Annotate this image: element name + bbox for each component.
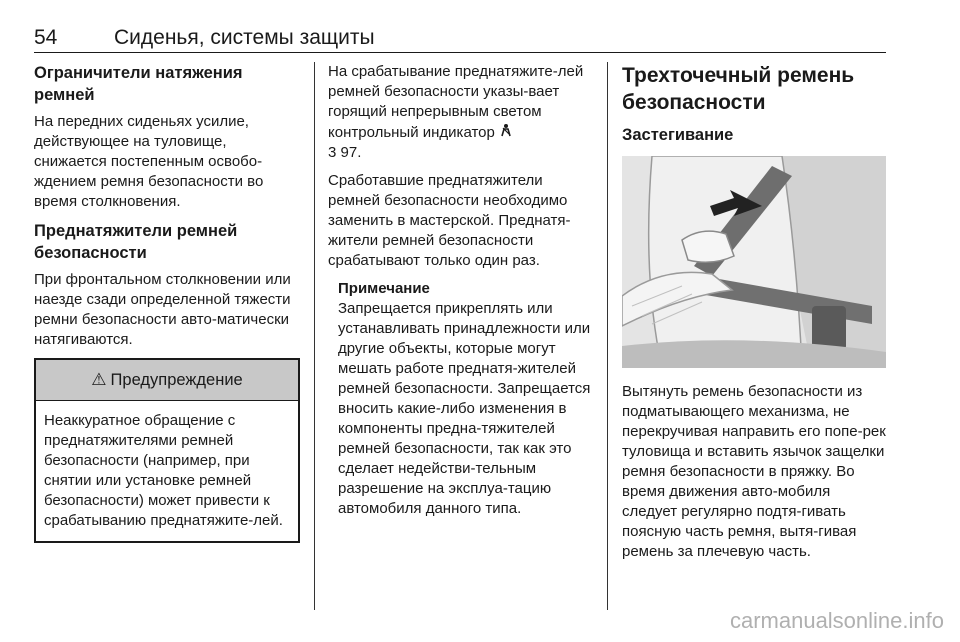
subheading-fastening: Застегивание <box>622 126 734 144</box>
column-divider <box>314 62 315 610</box>
paragraph <box>328 62 594 163</box>
paragraph: На передних сиденьях усилие, действующее на туловище, снижается постепенным освобо-ждением ремня безопасности во время столкновения. <box>34 113 264 210</box>
paragraph: Вытянуть ремень безопасности из подматывающего механизма, не перекручивая направить его попе-рек туловища и вставить язычок защелки ремня безопасности в пряжку. Во время движения авто-мобиля следует регулярно подтя-гивать поясную часть ремня, вытя-гивая ремень за плечевую часть. <box>622 383 886 560</box>
paragraph: При фронтальном столкновении или наезде сзади определенной тяжести ремни безопасности авто-матически натягиваются. <box>34 271 291 348</box>
watermark: carmanualsonline.info <box>729 608 944 633</box>
page-header <box>34 26 886 52</box>
page-reference[interactable]: 3 97. <box>328 144 362 161</box>
paragraph: Сработавшие преднатяжители ремней безопасности необходимо заменить в мастерской. Преднатя-жители ремней безопасности срабатывают только один раз. <box>328 172 571 269</box>
warning-triangle-icon: ⚠ <box>91 370 107 389</box>
column-2 <box>328 62 594 519</box>
note-title: Примечание <box>338 280 430 297</box>
paragraph-text: На срабатывание преднатяжите-лей ремней безопасности указы-вает горящий непрерывным светом контрольный индикатор <box>328 63 584 141</box>
page-number: 54 <box>34 26 58 49</box>
column-1 <box>34 62 300 543</box>
section-heading-force-limiters: Ограничители натяжения ремней <box>34 64 243 104</box>
column-divider <box>607 62 608 610</box>
header-divider <box>34 52 886 53</box>
warning-body <box>36 401 298 541</box>
seatbelt-fastening-illustration <box>622 156 886 368</box>
warning-title: Предупреждение <box>110 370 243 389</box>
warning-header <box>36 360 298 401</box>
note-block <box>328 279 594 519</box>
seatbelt-pretensioner-icon <box>499 124 513 140</box>
note-text: Запрещается прикреплять или устанавливать принадлежности или другие объекты, которые могут мешать работе преднатя-жителей ремней безопасности. Запрещается вносить какие-либо изменения в компоненты предна-тяжителей ремней безопасности, так как это сделает недействи-тельным разрешение на эксплуа-тацию автомобиля данного типа. <box>338 300 591 517</box>
warning-text: Неаккуратное обращение с преднатяжителями ремней безопасности (например, при снятии или установке ремней безопасности) может привести к срабатыванию преднатяжите-лей. <box>44 412 283 529</box>
section-heading-pretensioners: Преднатяжители ремней безопасности <box>34 222 238 262</box>
warning-box <box>34 358 300 543</box>
section-heading-three-point-belt: Трехточечный ремень безопасности <box>622 64 855 114</box>
column-3 <box>622 62 888 570</box>
page-title: Сиденья, системы защиты <box>114 26 375 49</box>
